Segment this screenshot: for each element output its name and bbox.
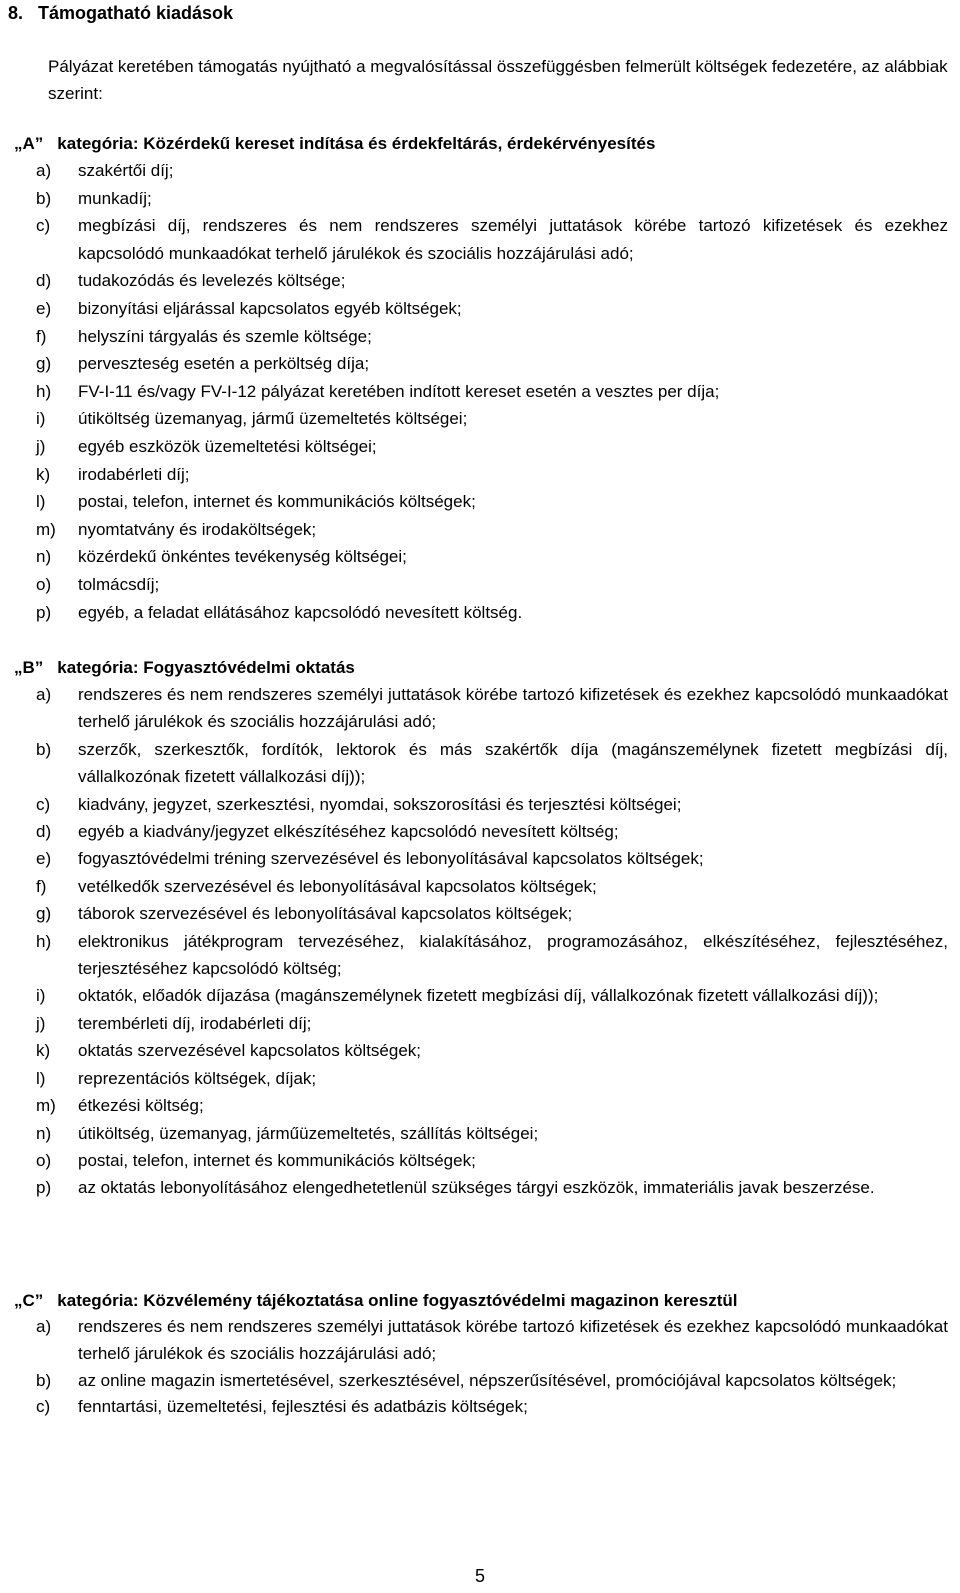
list-item-letter: h) xyxy=(36,931,52,951)
category-b-letter: „B” xyxy=(14,658,44,677)
list-item-letter: o) xyxy=(36,1150,52,1170)
list-item-text: az online magazin ismertetésével, szerkesztésével, népszerűsítésével, promóciójával kapcsolatos költségek; xyxy=(78,1370,897,1390)
list-item-text: nyomtatvány és irodaköltségek; xyxy=(78,519,317,539)
list-item-letter: g) xyxy=(36,354,52,374)
list-item-text: tudakozódás és levelezés költsége; xyxy=(78,271,346,291)
list-item-text: rendszeres és nem rendszeres személyi juttatások körébe tartozó kifizetések és ezekhez kapcsolódó munkaadókat terhelő járulékok és szociális hozzájárulási adó; xyxy=(78,1317,948,1363)
category-a-heading xyxy=(14,131,655,157)
list-item-letter: f) xyxy=(36,326,47,346)
list-item xyxy=(36,461,948,489)
list-item-text: étkezési költség; xyxy=(78,1096,204,1116)
list-item xyxy=(36,323,948,351)
list-item xyxy=(36,818,948,845)
list-item xyxy=(36,1394,948,1421)
list-item-text: kiadvány, jegyzet, szerkesztési, nyomdai, sokszorosítási és terjesztési költségei; xyxy=(78,794,682,814)
list-item-text: perveszteség esetén a perköltség díja; xyxy=(78,354,370,374)
list-item xyxy=(36,516,948,544)
list-item-letter: f) xyxy=(36,876,47,896)
list-item-letter: j) xyxy=(36,1013,46,1033)
list-item-letter: g) xyxy=(36,904,52,924)
category-b-heading xyxy=(14,655,355,681)
list-item-letter: d) xyxy=(36,271,52,291)
list-item-letter: a) xyxy=(36,161,52,180)
list-item-text: terembérleti díj, irodabérleti díj; xyxy=(78,1013,312,1033)
category-c-letter: „C” xyxy=(14,1291,44,1310)
category-a-list xyxy=(36,157,948,626)
category-c-heading xyxy=(14,1288,738,1314)
list-item-text: megbízási díj, rendszeres és nem rendszeres személyi juttatások körébe tartozó kifizetések és ezekhez kapcsolódó munkaadókat terhelő járulékok és szociális hozzájárulási adó; xyxy=(78,216,948,263)
list-item-text: útiköltség üzemanyag, jármű üzemeltetés költségei; xyxy=(78,409,468,429)
list-item xyxy=(36,900,948,927)
list-item-letter: d) xyxy=(36,822,52,842)
list-item-letter: m) xyxy=(36,1096,56,1116)
list-item xyxy=(36,267,948,295)
list-item xyxy=(36,543,948,571)
list-item xyxy=(36,1147,948,1174)
list-item-text: bizonyítási eljárással kapcsolatos egyéb költségek; xyxy=(78,298,462,318)
list-item xyxy=(36,433,948,461)
list-item xyxy=(36,295,948,323)
list-item xyxy=(36,212,948,267)
list-item xyxy=(36,350,948,378)
list-item xyxy=(36,873,948,900)
list-item-letter: m) xyxy=(36,519,56,539)
list-item-text: szakértői díj; xyxy=(78,161,174,180)
list-item-text: egyéb eszközök üzemeltetési költségei; xyxy=(78,436,377,456)
list-item-letter: l) xyxy=(36,492,46,512)
list-item-text: egyéb, a feladat ellátásához kapcsolódó nevesített költség. xyxy=(78,602,523,622)
list-item-text: munkadíj; xyxy=(78,188,152,208)
list-item-text: oktatás szervezésével kapcsolatos költségek; xyxy=(78,1041,422,1061)
list-item-letter: a) xyxy=(36,685,52,704)
list-item-letter: k) xyxy=(36,464,51,484)
category-b-title: kategória: Fogyasztóvédelmi oktatás xyxy=(57,658,355,677)
list-item-letter: b) xyxy=(36,188,52,208)
list-item-text: rendszeres és nem rendszeres személyi juttatások körébe tartozó kifizetések és ezekhez kapcsolódó munkaadókat terhelő járulékok és szociális hozzájárulási adó; xyxy=(78,685,948,732)
list-item-text: szerzők, szerkesztők, fordítók, lektorok és más szakértők díja (magánszemélynek fizetett megbízási díj, vállalkozónak fizetett vállalkozási díj)); xyxy=(78,739,948,787)
page-number: 5 xyxy=(474,1566,485,1586)
list-item-letter: b) xyxy=(36,1370,52,1390)
category-a-letter: „A” xyxy=(14,134,44,153)
list-item-text: fenntartási, üzemeltetési, fejlesztési és adatbázis költségek; xyxy=(78,1397,528,1417)
list-item xyxy=(36,1314,948,1368)
section-heading xyxy=(8,0,233,26)
list-item-text: reprezentációs költségek, díjak; xyxy=(78,1068,317,1088)
list-item xyxy=(36,1368,948,1395)
list-item-letter: i) xyxy=(36,409,46,429)
list-item-letter: h) xyxy=(36,381,52,401)
list-item xyxy=(36,928,948,983)
intro-paragraph: Pályázat keretében támogatás nyújtható a megvalósítással összefüggésben felmerült költségek fedezetére, az alábbiak szerint: xyxy=(48,57,948,103)
list-item-letter: b) xyxy=(36,739,52,759)
list-item-letter: c) xyxy=(36,794,51,814)
list-item-text: helyszíni tárgyalás és szemle költsége; xyxy=(78,326,372,346)
list-item xyxy=(36,681,948,736)
category-b-list xyxy=(36,681,948,1202)
list-item xyxy=(36,1010,948,1037)
list-item-text: vetélkedők szervezésével és lebonyolításával kapcsolatos költségek; xyxy=(78,876,597,896)
list-item-text: fogyasztóvédelmi tréning szervezésével és lebonyolításával kapcsolatos költségek; xyxy=(78,849,704,869)
list-item-text: útiköltség, üzemanyag, járműüzemeltetés, szállítás költségei; xyxy=(78,1123,539,1143)
list-item-letter: e) xyxy=(36,849,52,869)
list-item-letter: p) xyxy=(36,1178,52,1198)
list-item xyxy=(36,1092,948,1119)
list-item xyxy=(36,571,948,599)
list-item-text: irodabérleti díj; xyxy=(78,464,190,484)
list-item xyxy=(36,845,948,872)
list-item xyxy=(36,1037,948,1064)
section-title: Támogatható kiadások xyxy=(38,3,234,23)
list-item xyxy=(36,185,948,213)
list-item xyxy=(36,1174,948,1201)
list-item-text: az oktatás lebonyolításához elengedhetetlenül szükséges tárgyi eszközök, immateriális javak beszerzése. xyxy=(78,1178,875,1198)
list-item-text: egyéb a kiadvány/jegyzet elkészítéséhez kapcsolódó nevesített költség; xyxy=(78,822,619,842)
list-item xyxy=(36,736,948,791)
list-item-letter: l) xyxy=(36,1068,46,1088)
category-a-title: kategória: Közérdekű kereset indítása és érdekfeltárás, érdekérvényesítés xyxy=(57,134,656,153)
list-item-text: közérdekű önkéntes tevékenység költségei; xyxy=(78,547,407,567)
list-item-letter: k) xyxy=(36,1041,51,1061)
category-c-list xyxy=(36,1314,948,1421)
list-item xyxy=(36,1065,948,1092)
list-item xyxy=(36,982,948,1009)
category-c-title: kategória: Közvélemény tájékoztatása online fogyasztóvédelmi magazinon keresztül xyxy=(57,1291,738,1310)
list-item xyxy=(36,378,948,406)
list-item-text: tolmácsdíj; xyxy=(78,574,160,594)
section-number: 8. xyxy=(8,3,24,23)
list-item xyxy=(36,405,948,433)
list-item-letter: c) xyxy=(36,1397,51,1417)
list-item xyxy=(36,157,948,185)
list-item xyxy=(36,488,948,516)
list-item-text: postai, telefon, internet és kommunikációs költségek; xyxy=(78,492,476,512)
list-item-letter: n) xyxy=(36,547,52,567)
list-item-text: FV-I-11 és/vagy FV-I-12 pályázat keretében indított kereset esetén a vesztes per díja; xyxy=(78,381,720,401)
list-item-text: postai, telefon, internet és kommunikációs költségek; xyxy=(78,1150,476,1170)
list-item-letter: o) xyxy=(36,574,52,594)
list-item xyxy=(36,599,948,627)
list-item-letter: c) xyxy=(36,216,51,236)
list-item-letter: p) xyxy=(36,602,52,622)
list-item-text: elektronikus játékprogram tervezéséhez, kialakításához, programozásához, elkészítéséhez, fejlesztéséhez, terjesztéséhez kapcsolódó költség; xyxy=(78,931,948,979)
list-item-text: oktatók, előadók díjazása (magánszemélynek fizetett megbízási díj, vállalkozónak fizetett vállalkozási díj)); xyxy=(78,986,879,1006)
list-item-letter: a) xyxy=(36,1317,52,1336)
list-item-letter: j) xyxy=(36,436,46,456)
list-item xyxy=(36,791,948,818)
list-item-text: táborok szervezésével és lebonyolításával kapcsolatos költségek; xyxy=(78,904,573,924)
list-item-letter: n) xyxy=(36,1123,52,1143)
list-item xyxy=(36,1120,948,1147)
list-item-letter: e) xyxy=(36,298,52,318)
list-item-letter: i) xyxy=(36,986,46,1006)
